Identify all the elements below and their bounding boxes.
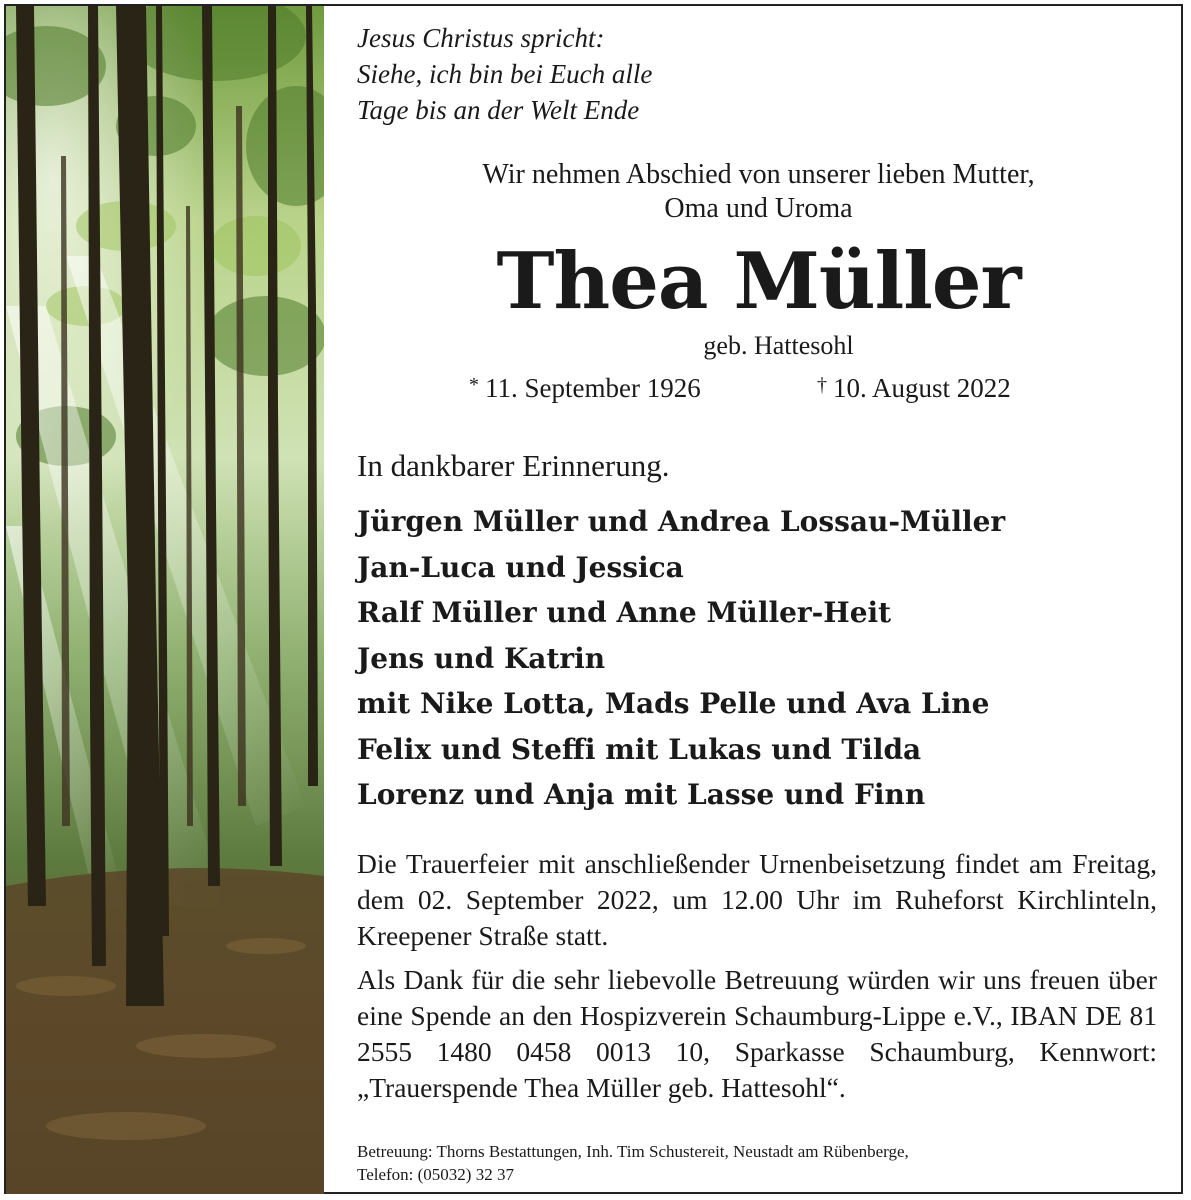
birth-date [469,368,701,405]
service-details: Die Trauerfeier mit anschließender Urnenbeisetzung findet am Freitag, dem 02. September 2022, um 12.00 Uhr im Ruheforst Kirchlinteln, Kreepener Straße statt. [357,848,1157,951]
gratitude-line: In dankbarer Erinnerung. [357,448,670,483]
footer-line: Telefon: (05032) 32 37 [357,1165,514,1184]
birth-date-text: 11. September 1926 [485,373,701,403]
maiden-name: geb. Hattesohl [703,331,854,360]
family-member: Felix und Steffi mit Lukas und Tilda [357,732,922,766]
family-member: Ralf Müller und Anne Müller-Heit [357,596,892,629]
family-member: Jan-Luca und Jessica [357,550,684,584]
donation-request: Als Dank für die sehr liebevolle Betreuung würden wir uns freuen über eine Spende an den Hospizverein Schaumburg-Lippe e.V., IBAN DE 81 2555 1480 0458 0013 10, Sparkasse Schaumburg, Kennwort: „Trauerspende Thea Müller geb. Hattesohl“. [357,964,1157,1103]
forest-photo-icon [6,6,324,1194]
birth-star-icon: * [469,374,479,396]
bible-verse [357,20,652,128]
footer-line: Betreuung: Thorns Bestattungen, Inh. Tim Schustereit, Neustadt am Rübenberge, [357,1142,909,1161]
funeral-home-footer [357,1140,909,1186]
intro-line: Oma und Uroma [664,193,853,224]
farewell-intro [357,158,1160,226]
forest-photo [6,6,324,1194]
death-date-text: 10. August 2022 [833,373,1011,403]
intro-line: Wir nehmen Abschied von unserer lieben Mutter, [482,159,1035,190]
family-member: Jürgen Müller und Andrea Lossau-Müller [357,505,1006,538]
family-member: mit Nike Lotta, Mads Pelle und Ava Line [357,687,990,720]
verse-line: Jesus Christus spricht: [357,23,605,53]
death-date [817,368,1011,405]
family-list [357,499,1005,818]
verse-line: Tage bis an der Welt Ende [357,95,640,125]
family-member: Lorenz und Anja mit Lasse und Finn [357,778,926,811]
verse-line: Siehe, ich bin bei Euch alle [357,59,653,89]
deceased-name: Thea Müller [496,236,1021,327]
death-cross-icon: † [817,374,827,396]
family-member: Jens und Katrin [357,641,606,675]
